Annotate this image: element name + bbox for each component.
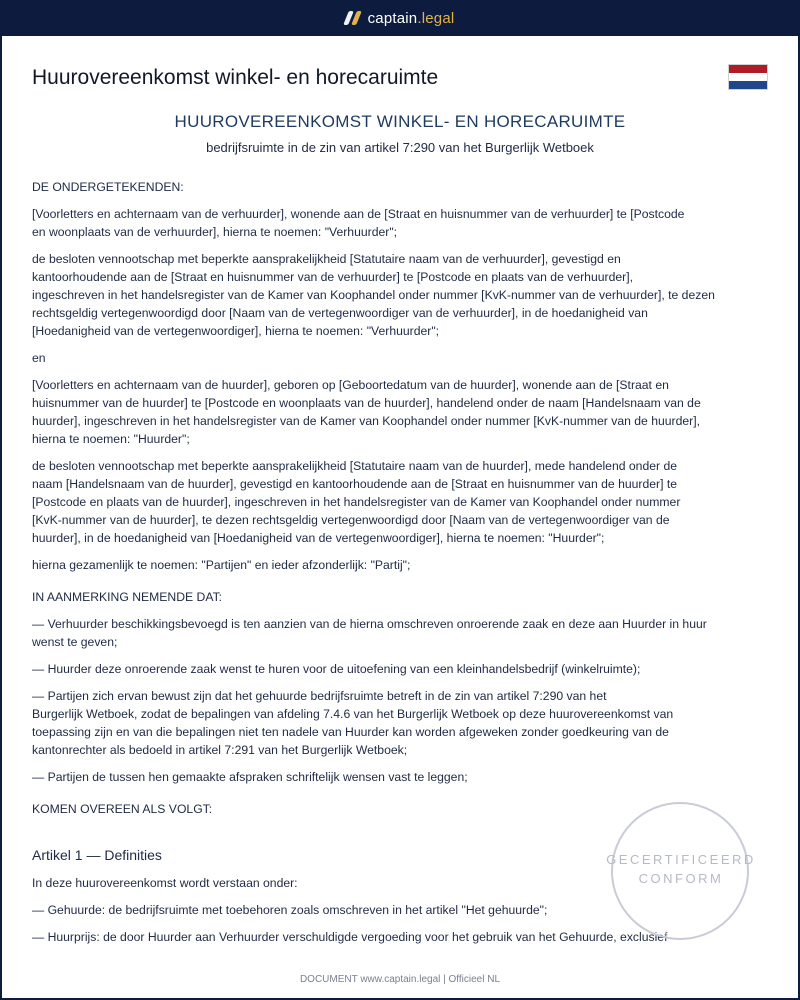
flag-stripe-blue [729, 81, 767, 89]
paragraph [32, 768, 768, 786]
paragraph-line: [Voorletters en achternaam van de verhuurder], wonende aan de [Straat en huisnummer van de verhuurder] te [Postcode [32, 207, 685, 221]
paragraph-line: Burgerlijk Wetboek, zodat de bepalingen van afdeling 7.4.6 van het Burgerlijk Wetboek op deze huurovereenkomst van [32, 707, 674, 721]
paragraph-line: DE ONDERGETEKENDEN: [32, 180, 184, 194]
document-subtitle: bedrijfsruimte in de zin van artikel 7:290 van het Burgerlijk Wetboek [206, 140, 594, 155]
captain-logo-icon [343, 11, 362, 25]
paragraph-line: — Gehuurde: de bedrijfsruimte met toebehoren zoals omschreven in het artikel "Het gehuurde"; [32, 903, 548, 917]
paragraph-line: [Hoedanigheid van de vertegenwoordiger], hierna te noemen: "Verhuurder"; [32, 324, 440, 338]
netherlands-flag-icon [728, 64, 768, 90]
paragraph-line: — Huurder deze onroerende zaak wenst te huren voor de uitoefening van een kleinhandelsbedrijf (winkelruimte); [32, 662, 641, 676]
page-title: Huurovereenkomst winkel- en horecaruimte [32, 66, 439, 89]
section-heading [32, 178, 768, 196]
paragraph [32, 376, 768, 448]
paragraph-line: hierna te noemen: "Huurder"; [32, 432, 190, 446]
paragraph-line: — Partijen de tussen hen gemaakte afspraken schriftelijk wensen vast te leggen; [32, 770, 468, 784]
stamp-line-2: CONFORM [638, 871, 724, 886]
paragraph-line: de besloten vennootschap met beperkte aansprakelijkheid [Statutaire naam van de verhuurder], gevestigd en [32, 252, 621, 266]
paragraph-line: IN AANMERKING NEMENDE DAT: [32, 590, 223, 604]
paragraph-line [32, 946, 768, 948]
paragraph-line: rechtsgeldig vertegenwoordigd door [Naam van de vertegenwoordiger van de verhuurder], in de hoedanigheid van [32, 306, 648, 320]
paragraph-line: kantonrechter als bedoeld in artikel 7:291 van het Burgerlijk Wetboek; [32, 743, 408, 757]
paragraph-line: huurder], in de hoedanigheid van [Hoedanigheid van de vertegenwoordiger], hierna te noemen: "Huurder"; [32, 531, 605, 545]
paragraph [32, 660, 768, 678]
paragraph-line: — Partijen zich ervan bewust zijn dat het gehuurde bedrijfsruimte betreft in de zin van artikel 7:290 van het [32, 689, 607, 703]
paragraph-line: en [32, 351, 46, 365]
paragraph [32, 687, 768, 759]
paragraph [32, 349, 768, 367]
paragraph [32, 556, 768, 574]
paragraph-line: huisnummer van de huurder] te [Postcode en woonplaats van de huurder], handelend onder de naam [Handelsnaam van de [32, 396, 701, 410]
paragraph-line: toepassing zijn en van die bepalingen niet ten nadele van Huurder kan worden afgeweken zonder goedkeuring van de [32, 725, 669, 739]
brand-wordmark [368, 10, 455, 27]
flag-stripe-white [729, 73, 767, 81]
paragraph-line: In deze huurovereenkomst wordt verstaan onder: [32, 876, 298, 890]
paragraph-line: ingeschreven in het handelsregister van de Kamer van Koophandel onder nummer [KvK-nummer van de verhuurder], te dezen [32, 288, 715, 302]
paragraph-line: hierna gezamenlijk te noemen: "Partijen" en ieder afzonderlijk: "Partij"; [32, 558, 411, 572]
brand-name: captain [367, 9, 418, 27]
paragraph-line: kantoorhoudende aan de [Straat en huisnummer van de verhuurder] te [Postcode en plaats van de verhuurder], [32, 270, 633, 284]
stamp-line-1: GECERTIFICEERD [606, 852, 756, 867]
paragraph-line: KOMEN OVEREEN ALS VOLGT: [32, 802, 213, 816]
section-heading [32, 588, 768, 606]
paragraph-line: [KvK-nummer van de huurder], te dezen rechtsgeldig vertegenwoordigd door [Naam van de vertegenwoordiger van de [32, 513, 670, 527]
brand-tld: .legal [417, 9, 455, 27]
footer-text: DOCUMENT www.captain.legal | Officieel NL [299, 974, 501, 985]
paragraph-line: — Huurprijs: de door Huurder aan Verhuurder verschuldigde vergoeding voor het gebruik van het Gehuurde, exclusief [32, 930, 668, 944]
paragraph [32, 205, 768, 241]
paragraph-line: huurder], ingeschreven in het handelsregister van de Kamer van Koophandel onder nummer [KvK-nummer van de huurder], [32, 414, 700, 428]
flag-stripe-red [729, 65, 767, 73]
paragraph-line: — Verhuurder beschikkingsbevoegd is ten aanzien van de hierna omschreven onroerende zaak en deze aan Huurder in huur [32, 617, 707, 631]
paragraph-line: de besloten vennootschap met beperkte aansprakelijkheid [Statutaire naam van de huurder], mede handelend onder de [32, 459, 678, 473]
paragraph-line: [Voorletters en achternaam van de huurder], geboren op [Geboortedatum van de huurder], wonende aan de [Straat en [32, 378, 669, 392]
paragraph-line: naam [Handelsnaam van de huurder], gevestigd en kantoorhoudende aan de [Straat en huisnummer van de huurder] te [32, 477, 678, 491]
paragraph-line: Artikel 1 — Definities [32, 847, 162, 863]
paragraph-line: [Postcode en plaats van de huurder], ingeschreven in het handelsregister van de Kamer van Koophandel onder nummer [32, 495, 681, 509]
paragraph [32, 250, 768, 340]
top-bar [0, 0, 800, 36]
paragraph [32, 615, 768, 651]
paragraph [32, 457, 768, 547]
document-title: HUUROVEREENKOMST WINKEL- EN HORECARUIMTE [174, 112, 626, 131]
paragraph-line: wenst te geven; [32, 635, 118, 649]
brand-logo[interactable] [346, 10, 455, 27]
paragraph-line: en woonplaats van de verhuurder], hierna te noemen: "Verhuurder"; [32, 225, 398, 239]
